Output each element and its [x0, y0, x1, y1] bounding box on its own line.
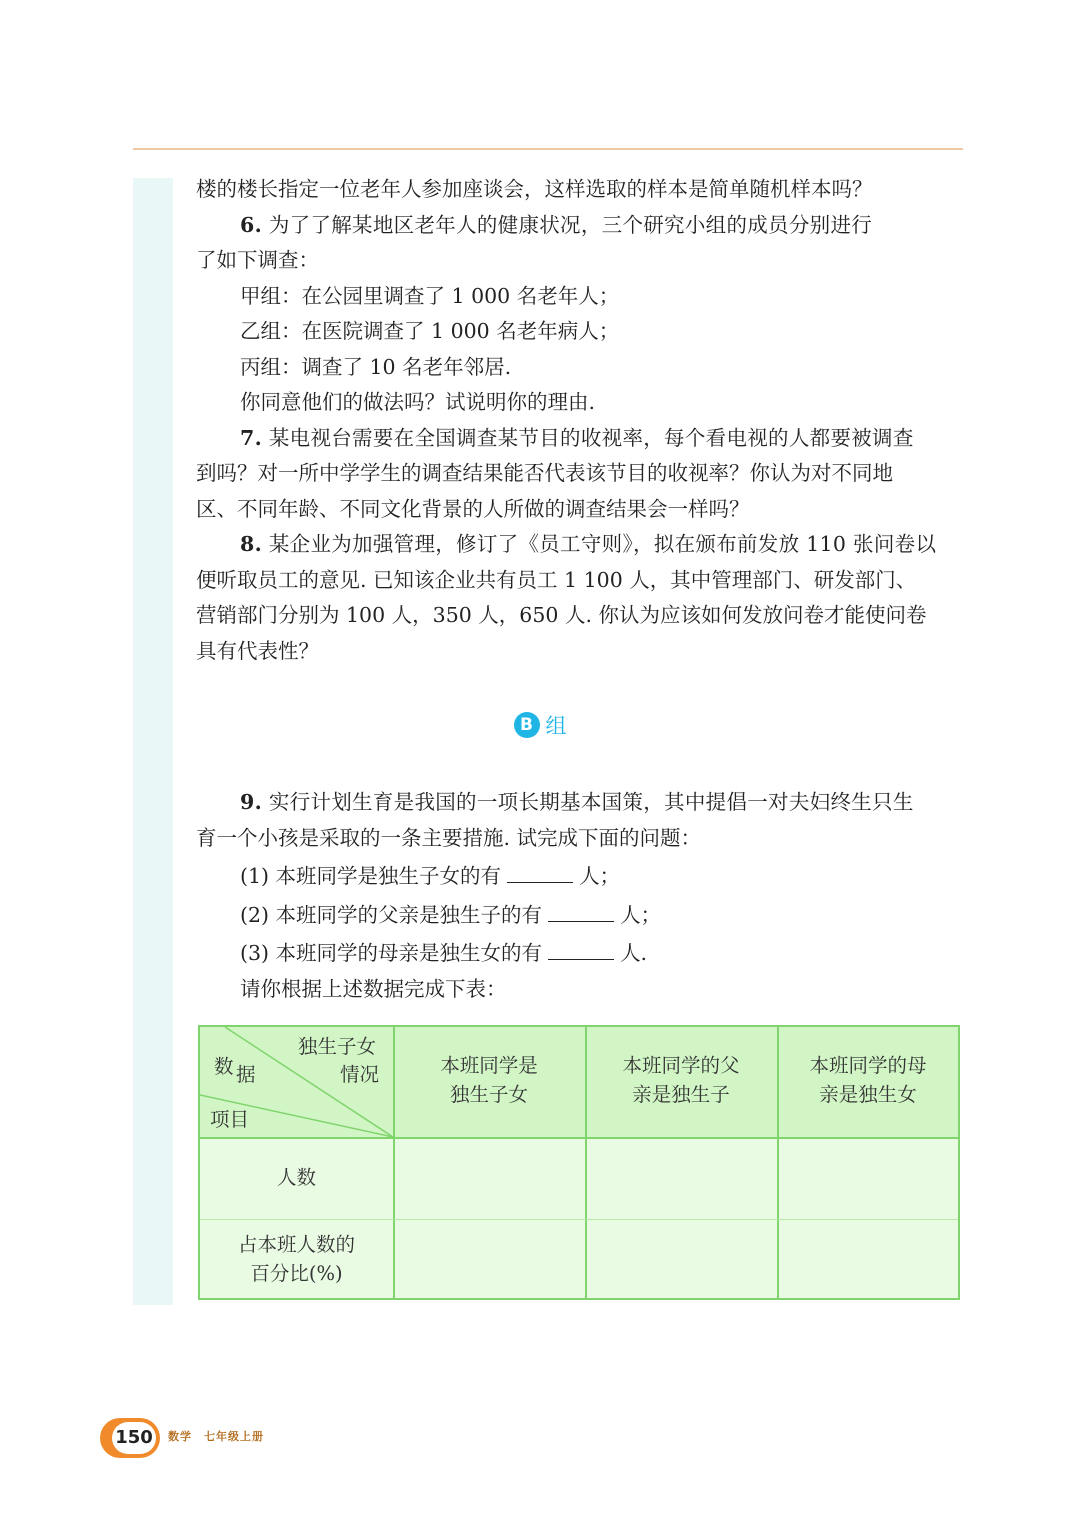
- question-8-line4: 具有代表性？: [196, 638, 319, 663]
- item-suffix: 人；: [579, 864, 621, 888]
- question-8-line3: 营销部门分别为 100 人，350 人，650 人. 你认为应该如何发放问卷才能使问卷: [196, 603, 927, 627]
- q6-item-d: 你同意他们的做法吗？试说明你的理由.: [240, 390, 596, 414]
- group-b-label: 组: [545, 714, 567, 738]
- item-suffix: 人；: [620, 902, 662, 927]
- corner-label-top: 独生子女: [298, 1035, 377, 1058]
- footer-book-title: [168, 1428, 276, 1444]
- header-text: 本班同学的父: [622, 1054, 740, 1077]
- item-text: (2) 本班同学的父亲是独生子的有: [240, 902, 543, 927]
- grid-line: [200, 1137, 958, 1139]
- answer-blank[interactable]: [507, 856, 573, 883]
- corner-label-mid1: 数: [214, 1055, 234, 1078]
- q9-item-2: [196, 895, 966, 934]
- exercise-text: [196, 172, 966, 669]
- question-7-line3: 区、不同年龄、不同文化背景的人所做的调查结果会一样吗？: [196, 496, 750, 521]
- question-8: [196, 527, 966, 563]
- page-footer: [100, 1418, 400, 1458]
- footer-grade: 七年级上册: [204, 1430, 264, 1443]
- question-6-cont: 了如下调查：: [196, 248, 319, 272]
- group-b-heading: [0, 710, 1080, 744]
- question-number: 7.: [240, 425, 263, 450]
- question-9: [196, 785, 966, 1007]
- q9-instruction: 请你根据上述数据完成下表：: [240, 976, 507, 1001]
- question-number: 6.: [240, 212, 263, 237]
- question-9-line2: 育一个小孩是采取的一条主要措施. 试完成下面的问题：: [196, 825, 702, 850]
- question-number: 9.: [240, 790, 263, 814]
- q6-item-b: 乙组：在医院调查了 1 000 名老年病人；: [240, 319, 620, 343]
- question-text: 某企业为加强管理，修订了《员工守则》，拟在颁布前发放 110 张问卷以: [268, 532, 937, 556]
- page-number-badge: [100, 1418, 160, 1458]
- table-cell[interactable]: [779, 1139, 958, 1219]
- table-cell[interactable]: [587, 1221, 777, 1298]
- corner-label-mid2: 据: [236, 1063, 256, 1086]
- question-6: [196, 208, 966, 244]
- header-text: 本班同学是: [440, 1054, 538, 1077]
- grid-line: [585, 1027, 587, 1298]
- question-8-line2: 便听取员工的意见. 已知该企业共有员工 1 100 人，其中管理部门、研发部门、: [196, 567, 917, 592]
- question-7-line2: 到吗？对一所中学学生的调查结果能否代表该节目的收视率？你认为对不同地: [196, 461, 893, 485]
- top-rule: [133, 148, 963, 150]
- data-table: [198, 1025, 960, 1300]
- row-label-text: 百分比(%): [250, 1262, 343, 1285]
- page-number: 150: [112, 1422, 156, 1454]
- item-text: (1) 本班同学是独生子女的有: [240, 864, 502, 888]
- group-b-badge: B: [514, 712, 540, 738]
- table-cell[interactable]: [587, 1139, 777, 1219]
- header-text: 本班同学的母: [809, 1054, 927, 1077]
- footer-subject: 数学: [168, 1430, 192, 1443]
- q9-item-3: [196, 933, 966, 972]
- answer-blank[interactable]: [548, 895, 614, 922]
- table-corner-cell: [200, 1027, 393, 1137]
- table-cell[interactable]: [779, 1221, 958, 1298]
- q9-item-1: [196, 856, 966, 895]
- col-header-3: [778, 1051, 958, 1109]
- question-7: [196, 421, 966, 457]
- table-cell[interactable]: [395, 1221, 585, 1298]
- grid-line: [777, 1027, 779, 1298]
- q6-item-a: 甲组：在公园里调查了 1 000 名老年人；: [240, 283, 620, 308]
- corner-label-top2: 情况: [340, 1063, 380, 1086]
- header-text: 亲是独生女: [819, 1083, 917, 1106]
- question-text: 实行计划生育是我国的一项长期基本国策，其中提倡一对夫妇终生只生: [268, 790, 914, 814]
- answer-blank[interactable]: [548, 933, 614, 960]
- row-label-text: 占本班人数的: [237, 1233, 355, 1256]
- continued-line: 楼的楼长指定一位老年人参加座谈会，这样选取的样本是简单随机样本吗？: [196, 177, 873, 201]
- grid-line: [393, 1027, 395, 1298]
- col-header-1: [394, 1051, 584, 1109]
- question-text: 为了了解某地区老年人的健康状况，三个研究小组的成员分别进行: [268, 212, 873, 237]
- question-number: 8.: [240, 532, 263, 556]
- corner-label-bottom: 项目: [210, 1108, 250, 1131]
- q6-item-c: 丙组：调查了 10 名老年邻居.: [240, 354, 512, 379]
- item-text: (3) 本班同学的母亲是独生女的有: [240, 941, 543, 965]
- header-text: 独生子女: [449, 1083, 528, 1106]
- col-header-2: [586, 1051, 776, 1109]
- row-label-percent: [200, 1230, 393, 1288]
- grid-line: [200, 1219, 958, 1220]
- question-text: 某电视台需要在全国调查某节目的收视率，每个看电视的人都要被调查: [268, 425, 914, 450]
- item-suffix: 人.: [620, 941, 648, 965]
- header-text: 亲是独生子: [632, 1083, 730, 1106]
- row-label-count: 人数: [276, 1166, 316, 1189]
- table-cell[interactable]: [395, 1139, 585, 1219]
- question-9-line1: [196, 785, 966, 821]
